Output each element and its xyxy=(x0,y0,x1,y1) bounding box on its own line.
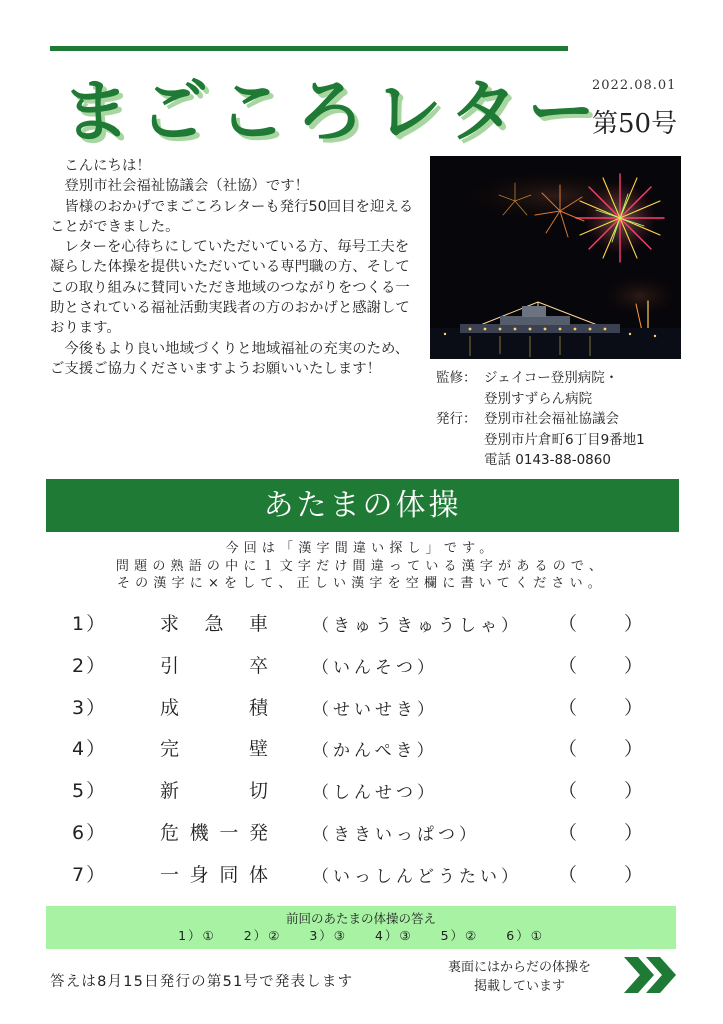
question-kanji: 急 xyxy=(204,613,224,635)
answer-blank-open: （ xyxy=(558,696,578,719)
answer-blank-close: ） xyxy=(624,654,644,677)
supervision-row xyxy=(436,368,645,389)
question-row xyxy=(0,776,723,806)
instruction-line: 今回は「漢字間違い探し」です。 xyxy=(225,541,498,556)
double-chevron-right-icon xyxy=(622,955,680,995)
question-number: 6） xyxy=(72,822,108,844)
answer-blank-open: （ xyxy=(558,863,578,886)
question-row xyxy=(0,818,723,848)
answer-blank-close: ） xyxy=(624,780,644,803)
answer-blank-open: （ xyxy=(558,738,578,761)
previous-answers-list: 1）① 2）② 3）③ 4）③ 5）② 6）① xyxy=(178,928,544,943)
question-kanji: 身 xyxy=(189,863,209,886)
answer-blank-close: ） xyxy=(624,696,644,719)
address-row xyxy=(436,430,645,451)
question-reading: （いんそつ） xyxy=(312,657,438,678)
question-kanji: 危 xyxy=(160,822,180,844)
intro-paragraph: レターを心待ちにしていただいている方、毎号工夫を凝らした体操を提供いただいている専門職の方、そしてこの取り組みに賛同いただき地域のつながりをつくる一助とされている福祉活動実践者の方のおかげと感謝しております。 xyxy=(50,239,410,337)
answer-blank-close: ） xyxy=(624,863,644,886)
question-word xyxy=(160,860,268,887)
top-rule xyxy=(50,46,568,51)
supervision-name: ジェイコー登別病院・ xyxy=(484,370,619,386)
question-word xyxy=(160,693,268,720)
question-kanji: 成 xyxy=(160,696,180,719)
previous-answers-title: 前回のあたまの体操の答え xyxy=(285,911,436,926)
instruction-line: その漢字に×をして、正しい漢字を空欄に書いてください。 xyxy=(116,576,607,591)
fireworks-over-ship-photo-icon xyxy=(430,156,681,359)
issue-date: 2022.08.01 xyxy=(592,78,677,93)
issue-number: 第50号 xyxy=(592,109,678,139)
publisher-label: 発行： xyxy=(436,411,477,427)
question-kanji: 卒 xyxy=(248,654,268,677)
question-row xyxy=(0,609,723,639)
question-number: 2） xyxy=(72,654,108,677)
previous-answers xyxy=(46,906,676,949)
question-kanji: 引 xyxy=(160,654,180,677)
question-number: 4） xyxy=(72,738,108,761)
credits xyxy=(436,368,645,471)
answer-blank-open: （ xyxy=(558,780,578,803)
question-kanji: 積 xyxy=(248,696,268,719)
question-number: 7） xyxy=(72,863,108,886)
answer-blank-close: ） xyxy=(624,738,644,761)
question-kanji: 求 xyxy=(160,613,180,635)
intro-text xyxy=(50,156,418,379)
answer-blank-open: （ xyxy=(558,613,578,635)
back-page-note xyxy=(448,958,591,996)
back-page-note-line: 裏面にはからだの体操を xyxy=(448,960,592,975)
publisher-row xyxy=(436,409,645,430)
intro-paragraph: 登別市社会福祉協議会（社協）です！ xyxy=(64,178,310,195)
answer-blank-open: （ xyxy=(558,822,578,844)
question-kanji: 発 xyxy=(248,822,268,844)
question-kanji: 一 xyxy=(219,822,239,844)
question-kanji: 一 xyxy=(160,863,180,886)
answer-blank-close: ） xyxy=(624,613,644,635)
fireworks-photo xyxy=(430,156,681,359)
question-row xyxy=(0,651,723,681)
question-word xyxy=(160,818,268,845)
instruction-line: 問題の熟語の中に１文字だけ間違っている漢字があるので、 xyxy=(115,558,608,574)
back-page-note-line: 掲載しています xyxy=(474,979,566,994)
question-kanji: 同 xyxy=(219,863,239,886)
question-kanji: 体 xyxy=(248,863,268,886)
question-reading: （しんせつ） xyxy=(312,783,438,804)
question-kanji: 切 xyxy=(248,780,268,803)
question-reading: （いっしんどうたい） xyxy=(312,866,522,887)
phone-row xyxy=(436,450,645,471)
question-kanji: 新 xyxy=(160,780,180,803)
publisher-name: 登別市社会福祉協議会 xyxy=(484,411,619,427)
question-number: 1） xyxy=(72,613,108,635)
question-kanji: 車 xyxy=(248,613,268,635)
answer-release-note: 答えは8月15日発行の第51号で発表します xyxy=(50,974,354,990)
question-number: 3） xyxy=(72,696,108,719)
answer-blank-open: （ xyxy=(558,654,578,677)
quiz-instructions xyxy=(40,540,683,593)
publisher-address: 登別市片倉町6丁目9番地1 xyxy=(484,431,645,448)
intro-paragraph: こんにちは！ xyxy=(64,158,151,174)
supervision-name-2: 登別すずらん病院 xyxy=(484,390,593,407)
question-kanji: 完 xyxy=(160,738,180,761)
question-reading: （かんぺき） xyxy=(312,741,438,762)
publisher-phone: 電話 0143-88-0860 xyxy=(484,452,611,468)
newsletter-title: まごころレター xyxy=(62,73,606,152)
intro-paragraph: 今後もより良い地域づくりと地域福祉の充実のため、ご支援ご協力くださいますようお願いいたします！ xyxy=(50,340,410,377)
question-row xyxy=(0,693,723,723)
question-word xyxy=(160,734,268,761)
supervision-label: 監修： xyxy=(436,370,477,386)
question-kanji: 壁 xyxy=(248,738,268,761)
question-reading: （ききいっぱつ） xyxy=(312,825,480,845)
answer-blank-close: ） xyxy=(624,822,644,844)
question-word xyxy=(160,776,268,803)
question-row xyxy=(0,734,723,764)
question-reading: （せいせき） xyxy=(312,699,438,720)
question-number: 5） xyxy=(72,780,108,803)
question-row xyxy=(0,860,723,890)
quiz-banner: あたまの体操 xyxy=(46,479,679,532)
question-word xyxy=(160,651,268,678)
question-word xyxy=(160,609,268,636)
supervision-row-2 xyxy=(436,389,645,410)
question-kanji: 機 xyxy=(189,822,209,844)
intro-paragraph: 皆様のおかげでまごころレターも発行50回目を迎えることができました。 xyxy=(50,198,414,235)
question-reading: （きゅうきゅうしゃ） xyxy=(312,616,522,636)
